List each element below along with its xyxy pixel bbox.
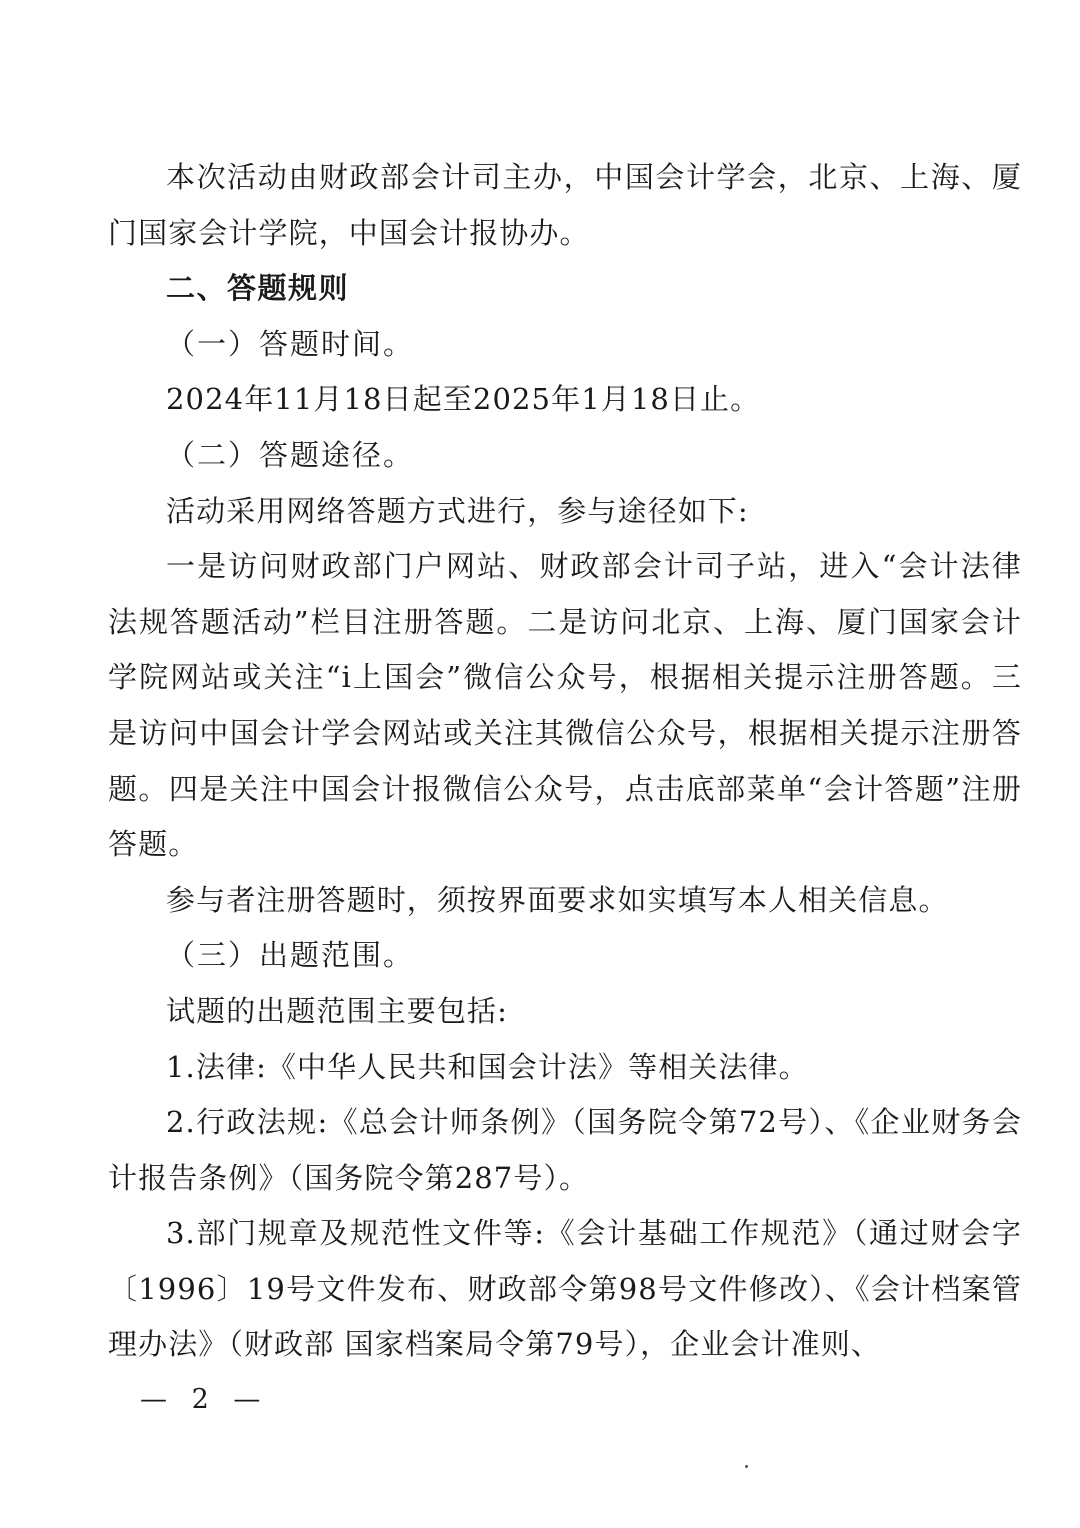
document-body [108, 150, 1022, 1373]
subheading-answer-time: （一）答题时间。 [166, 326, 415, 361]
channel-list-paragraph: 一是访问财政部门户网站、财政部会计司子站，进入“会计法律法规答题活动”栏目注册答题。二是访问北京、上海、厦门国家会计学院网站或关注“i上国会”微信公众号，根据相关提示注册答题。三是访问中国会计学会网站或关注其微信公众号，根据相关提示注册答题。四是关注中国会计报微信公众号，点击底部菜单“会计答题”注册答题。 [108, 549, 1022, 862]
scope-item-2: 2.行政法规:《总会计师条例》（国务院令第72号）、《企业财务会计报告条例》（国务院令第287号）。 [108, 1105, 1022, 1195]
scope-item-3: 3.部门规章及规范性文件等:《会计基础工作规范》（通过财会字〔1996〕19号文件发布、财政部令第98号文件修改）、《会计档案管理办法》（财政部 国家档案局令第79号），企业会计准则、 [108, 1216, 1022, 1362]
scope-item-1: 1.法律:《中华人民共和国会计法》等相关法律。 [166, 1049, 809, 1084]
subheading-question-scope: （三）出题范围。 [166, 938, 415, 973]
scan-speck [745, 1465, 748, 1468]
section-heading-answer-rules: 二、答题规则 [166, 271, 350, 306]
organizer-paragraph: 本次活动由财政部会计司主办，中国会计学会，北京、上海、厦门国家会计学院，中国会计报协办。 [108, 160, 1022, 250]
scope-intro-paragraph: 试题的出题范围主要包括: [166, 993, 508, 1028]
answer-time-paragraph: 2024年11月18日起至2025年1月18日止。 [166, 382, 761, 417]
registration-note-paragraph: 参与者注册答题时，须按界面要求如实填写本人相关信息。 [166, 882, 949, 917]
subheading-answer-channel: （二）答题途径。 [166, 437, 415, 472]
channel-intro-paragraph: 活动采用网络答题方式进行，参与途径如下: [166, 493, 749, 528]
page-number: — 2 — [140, 1384, 269, 1415]
